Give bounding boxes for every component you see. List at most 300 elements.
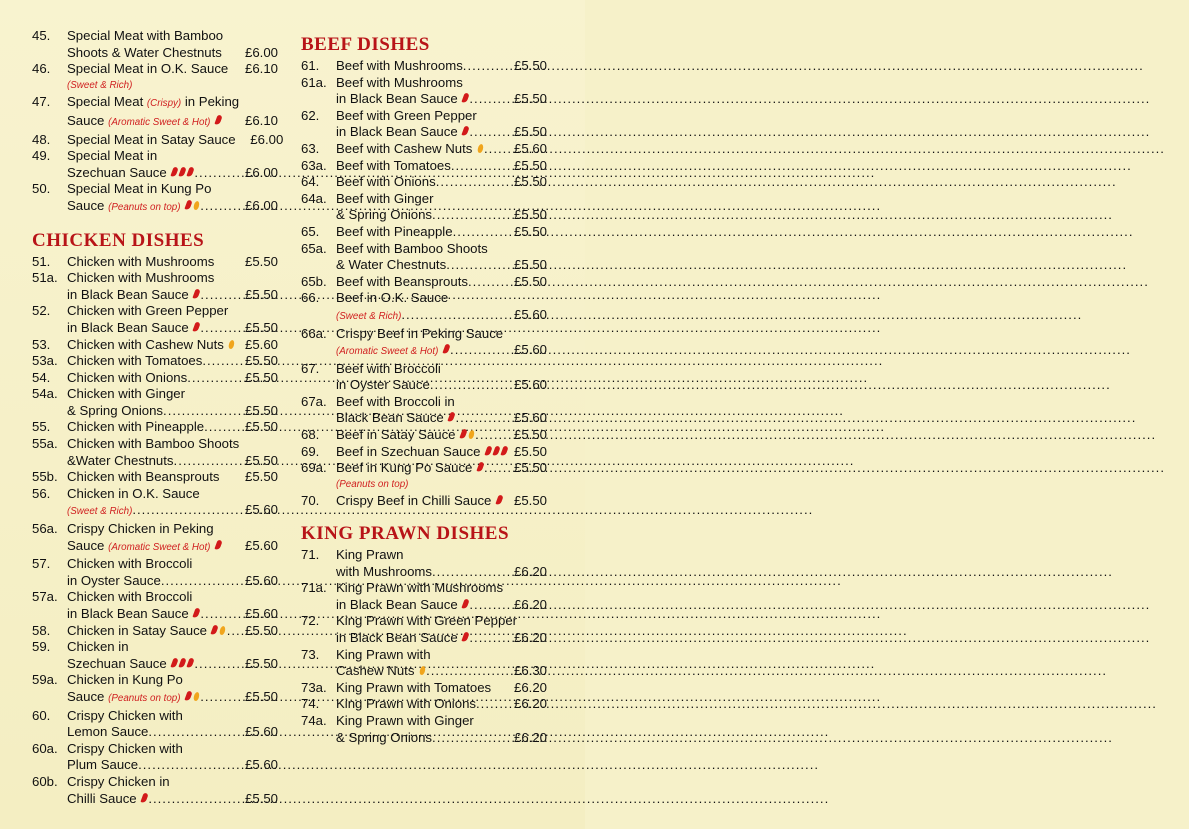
item-name-text: & Water Chestnuts bbox=[336, 257, 447, 273]
item-note: (Peanuts on top) bbox=[108, 201, 181, 213]
item-line bbox=[336, 91, 547, 108]
menu-item bbox=[32, 469, 278, 486]
item-price: £6.20 bbox=[513, 729, 547, 745]
item-line bbox=[67, 486, 278, 503]
chili-icon bbox=[178, 166, 186, 177]
item-line bbox=[67, 165, 278, 182]
item-number: 61. bbox=[301, 58, 320, 73]
item-number: 58. bbox=[32, 622, 51, 638]
item-number: 64. bbox=[301, 174, 320, 190]
menu-item bbox=[301, 141, 547, 158]
menu-item bbox=[301, 191, 547, 224]
item-name-text: in Black Bean Sauce bbox=[336, 630, 458, 645]
item-line bbox=[67, 521, 278, 538]
item-description bbox=[336, 191, 547, 224]
item-line bbox=[67, 589, 278, 606]
dot-leader bbox=[148, 724, 244, 741]
item-description bbox=[67, 741, 278, 774]
item-number: 74a. bbox=[301, 712, 327, 728]
item-price: £5.50 bbox=[244, 319, 278, 335]
item-name-text: Chicken with Beansprouts bbox=[67, 469, 220, 485]
item-number: 66. bbox=[301, 290, 320, 306]
menu-item bbox=[301, 158, 547, 175]
menu-item bbox=[301, 241, 547, 274]
item-description bbox=[67, 28, 278, 61]
menu-item bbox=[301, 647, 547, 680]
item-line bbox=[67, 198, 278, 217]
item-name-text: in Black Bean Sauce bbox=[67, 286, 189, 302]
item-number: 65a. bbox=[301, 240, 327, 256]
item-name-text: Special Meat in Kung Po bbox=[67, 181, 212, 197]
item-line bbox=[67, 28, 278, 45]
item-price: £6.10 bbox=[244, 112, 278, 128]
item-description bbox=[67, 708, 278, 741]
item-name-text: Chicken with Broccoli bbox=[67, 589, 193, 605]
item-price: £5.60 bbox=[513, 377, 547, 393]
item-description bbox=[336, 174, 547, 191]
item-price: £5.60 bbox=[244, 572, 278, 588]
menu-item bbox=[301, 108, 547, 141]
item-price: £5.50 bbox=[244, 452, 278, 468]
item-name-text: Beef with Green Pepper bbox=[336, 107, 477, 123]
menu-item bbox=[32, 370, 278, 387]
item-description bbox=[67, 254, 278, 271]
item-line bbox=[336, 613, 547, 630]
dot-leader bbox=[204, 419, 244, 436]
item-number: 62. bbox=[301, 107, 320, 123]
dot-leader bbox=[475, 427, 513, 444]
item-number: 69. bbox=[301, 443, 320, 459]
item-price: £6.20 bbox=[513, 596, 547, 612]
item-line bbox=[336, 274, 547, 291]
dot-leader bbox=[426, 663, 513, 680]
item-name-text: Beef in O.K. Sauce bbox=[336, 290, 449, 306]
item-description bbox=[336, 361, 547, 394]
item-name-text: Beef in Satay Sauce bbox=[336, 427, 456, 443]
item-number: 56a. bbox=[32, 521, 58, 537]
nut-icon bbox=[193, 200, 200, 210]
item-line bbox=[336, 597, 547, 614]
item-price: £5.50 bbox=[244, 622, 278, 638]
item-number: 73a. bbox=[301, 679, 327, 695]
item-note: (Aromatic Sweet & Hot) bbox=[108, 541, 211, 553]
item-number: 67a. bbox=[301, 393, 327, 409]
dot-leader bbox=[227, 623, 244, 640]
item-name-text: Special Meat with Bamboo bbox=[67, 28, 224, 43]
item-line bbox=[67, 270, 278, 287]
menu-item bbox=[32, 639, 278, 672]
menu-item bbox=[32, 623, 278, 640]
item-line bbox=[336, 307, 547, 326]
item-line bbox=[67, 419, 278, 436]
menu-item bbox=[32, 486, 278, 521]
item-description bbox=[67, 436, 278, 469]
dot-leader bbox=[430, 377, 513, 394]
item-line bbox=[67, 181, 278, 198]
item-line bbox=[67, 131, 284, 149]
item-price: £5.50 bbox=[244, 790, 278, 806]
chili-icon bbox=[476, 462, 484, 473]
item-price: £5.50 bbox=[513, 273, 547, 289]
dot-leader bbox=[453, 224, 513, 241]
item-note: (Crispy) bbox=[146, 98, 182, 110]
item-price: £5.60 bbox=[513, 140, 547, 156]
dot-leader bbox=[484, 460, 513, 477]
section-heading: CHICKEN DISHES bbox=[32, 229, 205, 251]
item-name-text: Special Meat bbox=[67, 94, 144, 110]
item-line bbox=[67, 254, 278, 271]
menu-item bbox=[301, 224, 547, 241]
item-price: £5.50 bbox=[513, 493, 547, 509]
item-description bbox=[67, 486, 278, 521]
item-name-text: Beef in Kung Po Sauce bbox=[336, 460, 473, 476]
item-line bbox=[67, 78, 278, 95]
item-description bbox=[336, 290, 547, 325]
left-column bbox=[32, 28, 284, 807]
item-line bbox=[336, 680, 547, 697]
item-price: £6.00 bbox=[250, 131, 284, 147]
item-name-text: Chicken with Mushrooms bbox=[67, 253, 215, 269]
item-name-text: King Prawn with Onions bbox=[336, 696, 477, 712]
item-line bbox=[67, 502, 278, 521]
menu-item bbox=[301, 460, 547, 493]
item-line bbox=[336, 410, 547, 427]
item-name-text: Chilli Sauce bbox=[67, 790, 137, 806]
item-line bbox=[336, 75, 547, 92]
item-line bbox=[67, 148, 278, 165]
item-name-text: & Spring Onions bbox=[336, 207, 433, 223]
item-number: 70. bbox=[301, 493, 320, 509]
dot-leader bbox=[200, 689, 244, 706]
dot-leader bbox=[202, 353, 244, 370]
item-name-text: Crispy Chicken with bbox=[67, 740, 183, 756]
item-description bbox=[67, 370, 278, 387]
chili-icon bbox=[442, 344, 450, 355]
item-price: £5.50 bbox=[244, 688, 278, 704]
item-name-text: Beef with Cashew Nuts bbox=[336, 140, 473, 156]
item-price: £5.50 bbox=[244, 369, 278, 385]
item-price: £5.60 bbox=[244, 336, 278, 352]
item-name-text: Beef with Tomatoes bbox=[336, 157, 451, 173]
item-number: 60b. bbox=[32, 773, 58, 789]
dot-leader bbox=[469, 597, 513, 614]
item-description bbox=[67, 774, 278, 807]
item-line bbox=[336, 444, 547, 461]
item-line bbox=[67, 337, 278, 354]
item-name-text: King Prawn with Green Pepper bbox=[336, 613, 518, 629]
item-number: 51. bbox=[32, 253, 51, 269]
item-description bbox=[67, 131, 284, 149]
item-price: £5.50 bbox=[513, 124, 547, 140]
item-price: £6.20 bbox=[513, 696, 547, 712]
item-line bbox=[67, 639, 278, 656]
menu-item bbox=[32, 270, 278, 303]
item-line bbox=[67, 469, 278, 486]
chili-icon bbox=[214, 114, 222, 125]
menu-item bbox=[32, 353, 278, 370]
item-line bbox=[67, 791, 278, 808]
menu-item bbox=[301, 326, 547, 361]
dot-leader bbox=[138, 757, 244, 774]
item-line bbox=[67, 689, 278, 708]
item-line bbox=[336, 713, 547, 730]
nut-icon bbox=[228, 339, 235, 349]
item-line bbox=[336, 493, 547, 510]
chili-icon bbox=[140, 792, 148, 803]
item-line bbox=[336, 326, 547, 343]
item-note: (Sweet & Rich) bbox=[67, 79, 133, 91]
item-name-text: Chicken with Tomatoes bbox=[67, 353, 203, 369]
item-number: 64a. bbox=[301, 190, 327, 206]
item-name-text: &Water Chestnuts bbox=[67, 452, 174, 468]
dot-leader bbox=[446, 257, 513, 274]
item-price: £5.50 bbox=[244, 253, 278, 269]
item-description bbox=[336, 460, 547, 493]
item-line bbox=[336, 257, 547, 274]
item-name-text: Black Bean Sauce bbox=[336, 410, 444, 426]
item-description bbox=[67, 337, 278, 354]
item-line bbox=[67, 724, 278, 741]
item-line bbox=[67, 757, 278, 774]
item-price: £6.20 bbox=[513, 563, 547, 579]
chili-icon bbox=[184, 199, 192, 210]
item-name-text: Sauce bbox=[67, 112, 105, 128]
item-line bbox=[67, 303, 278, 320]
item-price: £6.20 bbox=[513, 630, 547, 645]
menu-item bbox=[32, 148, 278, 181]
item-name-text: Crispy Chicken in bbox=[67, 773, 170, 789]
item-price: £5.50 bbox=[513, 174, 547, 190]
item-number: 51a. bbox=[32, 270, 58, 286]
chili-icon bbox=[461, 126, 469, 137]
chili-icon bbox=[184, 690, 192, 701]
item-name-text: with Mushrooms bbox=[336, 563, 433, 579]
menu-item bbox=[301, 274, 547, 291]
item-number: 55. bbox=[32, 419, 51, 435]
dot-leader bbox=[432, 207, 513, 224]
item-number: 63. bbox=[301, 140, 320, 156]
dot-leader bbox=[463, 58, 513, 75]
item-number: 57a. bbox=[32, 589, 58, 605]
item-line bbox=[336, 730, 547, 747]
item-description bbox=[336, 696, 547, 713]
menu-item bbox=[301, 58, 547, 75]
menu-item bbox=[301, 547, 547, 580]
menu-item bbox=[301, 427, 547, 444]
item-number: 71. bbox=[301, 547, 320, 563]
item-description bbox=[67, 303, 278, 336]
item-number: 45. bbox=[32, 28, 51, 43]
dot-leader bbox=[200, 287, 244, 304]
item-name-text: Chicken with Cashew Nuts bbox=[67, 336, 224, 352]
item-name-text: in Oyster Sauce bbox=[67, 572, 161, 588]
item-price: £5.50 bbox=[244, 286, 278, 302]
item-description bbox=[336, 75, 547, 108]
item-number: 71a. bbox=[301, 580, 327, 596]
item-price: £6.10 bbox=[244, 61, 278, 77]
menu-item bbox=[32, 672, 278, 707]
menu-item bbox=[32, 131, 284, 149]
item-price: £5.50 bbox=[513, 58, 547, 73]
item-name-text: Beef with Mushrooms bbox=[336, 58, 463, 73]
dot-leader bbox=[432, 730, 513, 747]
item-line bbox=[67, 556, 278, 573]
menu-item bbox=[301, 613, 547, 646]
item-line bbox=[67, 606, 278, 623]
item-name-text: Special Meat in bbox=[67, 148, 158, 164]
item-number: 57. bbox=[32, 556, 51, 572]
chili-icon bbox=[484, 445, 492, 456]
item-name-text: Sauce bbox=[67, 688, 105, 704]
menu-item bbox=[32, 303, 278, 336]
menu-item bbox=[32, 28, 278, 61]
item-price: £5.50 bbox=[513, 443, 547, 459]
item-description bbox=[336, 274, 547, 291]
item-number: 47. bbox=[32, 94, 51, 110]
item-name-text: Sauce bbox=[67, 537, 105, 553]
menu-item bbox=[32, 708, 278, 741]
item-description bbox=[336, 547, 547, 580]
item-description bbox=[336, 647, 547, 680]
item-number: 63a. bbox=[301, 157, 327, 173]
dot-leader bbox=[476, 696, 513, 713]
item-name-text: Chicken with Pineapple bbox=[67, 419, 205, 435]
item-price: £5.50 bbox=[513, 257, 547, 273]
item-price: £5.50 bbox=[513, 427, 547, 443]
dot-leader bbox=[132, 502, 244, 519]
item-price: £5.60 bbox=[513, 306, 547, 322]
item-description bbox=[67, 419, 278, 436]
item-name-text: in Black Bean Sauce bbox=[67, 606, 189, 621]
item-number: 68. bbox=[301, 427, 320, 443]
item-name-text: in Black Bean Sauce bbox=[336, 596, 458, 612]
item-description bbox=[336, 613, 547, 646]
menu-item bbox=[32, 521, 278, 556]
item-name-text: Chicken in Kung Po bbox=[67, 672, 183, 688]
item-name-text: Chicken in O.K. Sauce bbox=[67, 485, 200, 501]
item-number: 74. bbox=[301, 696, 320, 712]
menu-item bbox=[301, 361, 547, 394]
item-line bbox=[67, 386, 278, 403]
item-line bbox=[67, 287, 278, 304]
item-number: 65. bbox=[301, 223, 320, 239]
dot-leader bbox=[200, 606, 244, 623]
dot-leader bbox=[484, 141, 513, 158]
item-note: (Sweet & Rich) bbox=[336, 310, 402, 322]
item-name-text: King Prawn with Tomatoes bbox=[336, 679, 492, 695]
item-price: £5.50 bbox=[513, 157, 547, 173]
menu-item bbox=[301, 394, 547, 427]
item-description bbox=[336, 580, 547, 613]
dot-leader bbox=[432, 564, 513, 581]
section-heading: KING PRAWN DISHES bbox=[301, 523, 510, 545]
item-number: 48. bbox=[32, 131, 51, 147]
chili-icon bbox=[461, 631, 469, 642]
item-number: 73. bbox=[301, 646, 320, 662]
item-description bbox=[67, 353, 278, 370]
item-line bbox=[67, 741, 278, 758]
item-name-text: Special Meat in O.K. Sauce bbox=[67, 61, 229, 77]
item-description bbox=[67, 386, 278, 419]
dot-leader bbox=[468, 274, 513, 291]
item-name-text: & Spring Onions bbox=[67, 402, 164, 418]
item-name-text: Beef with Ginger bbox=[336, 190, 434, 206]
menu-item bbox=[32, 337, 278, 354]
item-number: 56. bbox=[32, 485, 51, 501]
item-number: 67. bbox=[301, 360, 320, 376]
dot-leader bbox=[469, 124, 513, 141]
item-line bbox=[336, 394, 547, 411]
item-line bbox=[336, 342, 547, 361]
item-description bbox=[67, 623, 278, 640]
item-number: 54a. bbox=[32, 386, 58, 402]
menu-page bbox=[0, 0, 585, 829]
item-name-text: in Black Bean Sauce bbox=[67, 319, 189, 335]
item-line bbox=[336, 477, 547, 494]
item-name-text: Beef with Broccoli bbox=[336, 360, 441, 376]
item-description bbox=[67, 270, 278, 303]
item-name-text: in Peking bbox=[184, 94, 240, 110]
item-line bbox=[336, 58, 547, 75]
item-name-text: Plum Sauce bbox=[67, 757, 139, 773]
nut-icon bbox=[193, 691, 200, 701]
chili-icon bbox=[461, 93, 469, 104]
nut-icon bbox=[243, 135, 245, 144]
menu-item bbox=[32, 386, 278, 419]
menu-item bbox=[32, 181, 278, 216]
item-name-text: Chicken with Mushrooms bbox=[67, 270, 215, 286]
item-price: £5.60 bbox=[244, 537, 278, 553]
item-name-text: in Black Bean Sauce bbox=[336, 124, 458, 140]
item-name-text: Chicken with Green Pepper bbox=[67, 303, 229, 319]
dot-leader bbox=[200, 320, 244, 337]
dot-leader bbox=[469, 91, 513, 108]
item-note: (Sweet & Rich) bbox=[67, 506, 133, 518]
nut-icon bbox=[468, 430, 475, 440]
item-name-text: & Spring Onions bbox=[336, 729, 433, 745]
item-name-text: Beef in Szechuan Sauce bbox=[336, 443, 481, 459]
item-description bbox=[336, 493, 547, 510]
item-description bbox=[336, 108, 547, 141]
item-description bbox=[336, 394, 547, 427]
item-name-text: Chicken in bbox=[67, 639, 129, 655]
item-line bbox=[67, 623, 278, 640]
item-number: 46. bbox=[32, 61, 51, 77]
item-line bbox=[336, 158, 547, 175]
item-name-text: Crispy Beef in Chilli Sauce bbox=[336, 493, 492, 509]
menu-item bbox=[301, 493, 547, 510]
item-description bbox=[336, 141, 547, 158]
item-name-text: Special Meat in Satay Sauce bbox=[67, 131, 236, 147]
item-description bbox=[67, 521, 278, 556]
dot-leader bbox=[436, 174, 513, 191]
dot-leader bbox=[163, 403, 244, 420]
item-name-text: Crispy Chicken with bbox=[67, 707, 183, 723]
item-number: 66a. bbox=[301, 325, 327, 341]
item-name-text: Crispy Chicken in Peking bbox=[67, 521, 214, 537]
menu-item bbox=[301, 174, 547, 191]
item-description bbox=[336, 427, 547, 444]
dot-leader bbox=[161, 573, 244, 590]
menu-item bbox=[32, 774, 278, 807]
item-name-text: Cashew Nuts bbox=[336, 663, 415, 679]
item-line bbox=[67, 436, 278, 453]
chili-icon bbox=[459, 429, 467, 440]
dot-leader bbox=[455, 410, 513, 427]
chili-icon bbox=[239, 134, 242, 143]
item-line bbox=[67, 353, 278, 370]
item-description bbox=[336, 680, 547, 697]
